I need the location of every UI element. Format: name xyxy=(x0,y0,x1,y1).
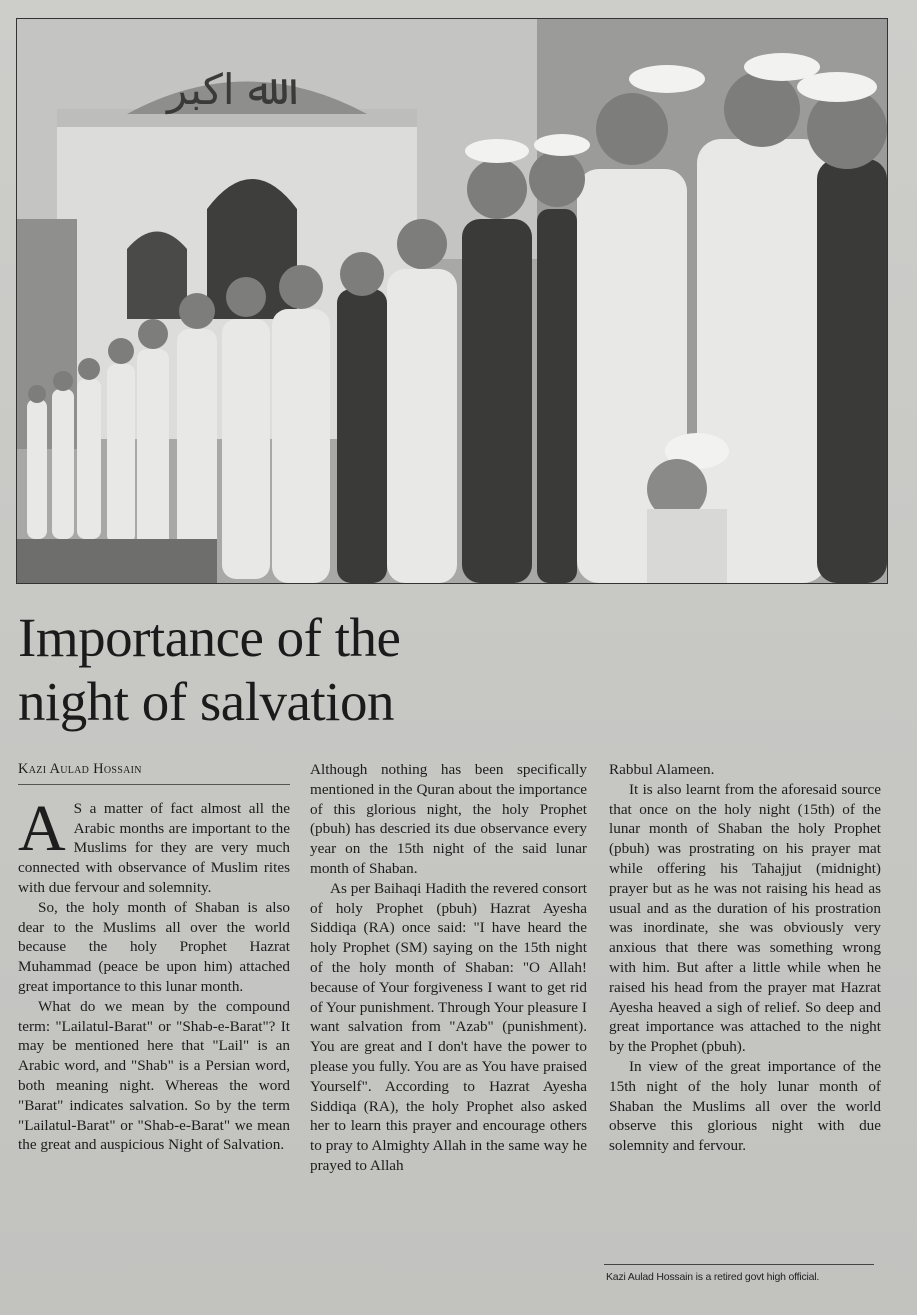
column-3 xyxy=(609,760,881,1156)
article-photo xyxy=(16,18,888,584)
svg-text:ﷲ اكبر: ﷲ اكبر xyxy=(167,65,273,114)
paragraph-8: In view of the great importance of the 15th night of the holy lunar month of Shaban the Muslims all over the world observe this glorious night with due solemnity and fervour. xyxy=(609,1057,881,1155)
byline: Kazi Aulad Hossain xyxy=(18,760,290,785)
column-1 xyxy=(18,760,290,1155)
paragraph-2: So, the holy month of Shaban is also dear to the Muslims all over the world because the holy Prophet Hazrat Muhammad (peace be upon him) attached great importance to this lunar month. xyxy=(18,898,290,995)
headline-line-2: night of salvation xyxy=(18,671,394,732)
headline xyxy=(18,606,898,734)
headline-line-1: Importance of the xyxy=(18,607,401,668)
paragraph-6: Rabbul Alameen. xyxy=(609,761,715,778)
paragraph-1 xyxy=(18,791,290,898)
footer-rule xyxy=(604,1264,874,1265)
paragraph-5: As per Baihaqi Hadith the revered consort of holy Prophet (pbuh) Hazrat Ayesha Siddiqa (RA) once said: "I have heard the holy Prophet (SM) saying on the 15th night of the holy month of Shaban: "O Allah! because of Your forgiveness I want to get rid of Your punishment. Through Your pleasure I want salvation from "Azab" (punishment). You are great and I don't have the power to please you fully. You are as You have praised Yourself". According to Hazrat Ayesha Siddiqa (RA), the holy Prophet also asked her to learn this prayer and encourage others to pray to Almighty Allah in the same way he prayed to Allah xyxy=(310,879,587,1174)
column-2 xyxy=(310,760,587,1176)
paragraph-7: It is also learnt from the aforesaid source that once on the holy night (15th) of the lunar month of Shaban the holy Prophet (pbuh) was prostrating on his prayer mat while offering his Tahajjut (midnight) prayer but as he was not raising his head as usual and as the duration of his prostration was inordinate, she was obviously very anxious that there was something wrong with him. But after a little while when he raised his head from the prayer mat Hazrat Ayesha heaved a sigh of relief. So deep and great importance was attached to the night by the Prophet (pbuh). xyxy=(609,780,881,1056)
mosque-prayer-photo xyxy=(17,19,887,583)
drop-cap: A xyxy=(18,791,66,865)
paragraph-3: What do we mean by the compound term: "Lailatul-Barat" or "Shab-e-Barat"? It may be mentioned here that "Lail" is an Arabic word, and "Shab" is a Persian word, both meaning night. Whereas the word "Barat" indicates salvation. So by the term "Lailatul-Barat" or "Shab-e-Barat" we mean the great and auspicious Night of Salvation. xyxy=(18,997,290,1154)
paragraph-1-text: S a matter of fact almost all the Arabic months are important to the Muslims for they are very much connected with observance of Muslim rites with due fervour and solemnity. xyxy=(18,799,290,896)
author-footnote: Kazi Aulad Hossain is a retired govt high official. xyxy=(606,1271,820,1283)
paragraph-4: Although nothing has been specifically mentioned in the Quran about the importance of this glorious night, the holy Prophet (pbuh) has descried its due observance every year on the 15th night of the said lunar month of Shaban. xyxy=(310,761,587,877)
